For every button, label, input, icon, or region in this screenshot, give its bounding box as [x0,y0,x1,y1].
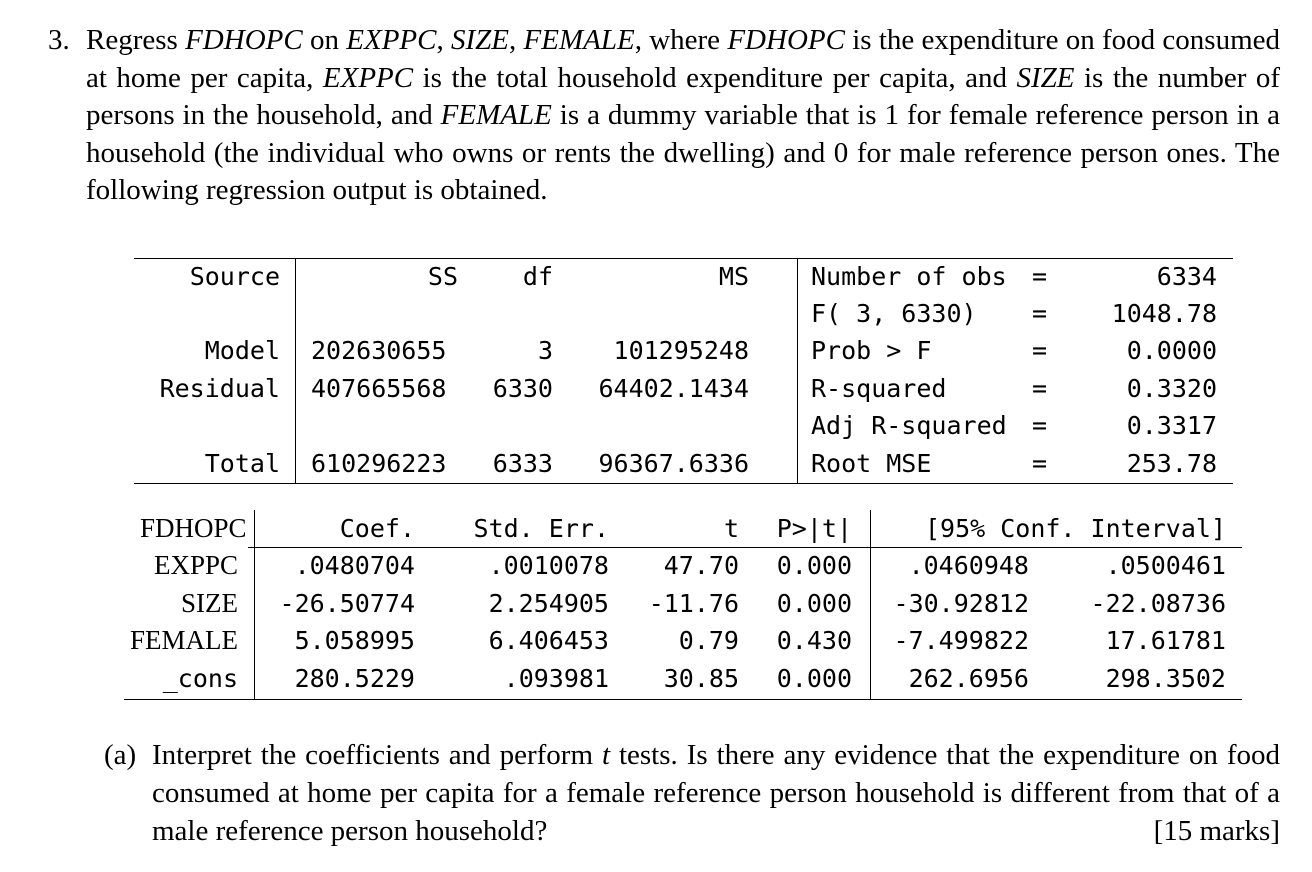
anova-bottom-rule [134,483,1233,484]
part-a-text [152,736,1280,850]
italic-term: EXPPC [346,24,437,56]
coef-row-coef: -26.50774 [279,589,415,618]
italic-term: FDHOPC [185,24,303,56]
coef-row-se: .093981 [503,664,609,693]
coef-row-t: 47.70 [663,551,739,580]
anova-row-ms: 96367.6336 [598,449,749,478]
anova-source-divider [295,258,296,484]
coef-bottom-rule [124,699,1242,700]
coef-row-ci-low: -7.499822 [893,626,1029,655]
coef-row-coef: .0480704 [294,551,415,580]
part-a-label: (a) [104,739,137,771]
anova-row-source: Total [204,449,280,478]
stat-label: Prob > F [811,336,932,365]
text-run: Interpret the coefficients and perform [152,739,602,771]
coef-row-coef: 280.5229 [294,664,415,693]
text-run: , [509,24,524,56]
coef-row-ci-low: 262.6956 [908,664,1029,693]
text-run: , where [634,24,728,56]
coefficients-table [124,510,1242,700]
italic-term: FEMALE [523,24,635,56]
anova-top-rule [134,258,1233,259]
anova-row-df: 3 [537,336,553,365]
stat-label: Adj R-squared [811,411,1007,440]
coef-row-se: 6.406453 [488,626,609,655]
coef-row-t: -11.76 [648,589,739,618]
italic-term: SIZE [451,24,509,56]
text-run: is a dummy variable that is 1 for female reference person in a household (the individual who owns or rents the dwelling) and 0 for male reference person ones. The following regression output is obtained. [86,99,1280,206]
italic-term: EXPPC [322,61,414,94]
coef-row-var: EXPPC [153,550,238,580]
anova-row-ss: 407665568 [311,374,447,403]
anova-row-ss: 202630655 [311,336,447,365]
question-text [86,22,1280,210]
coef-row-ci-low: -30.92812 [893,589,1029,618]
text-run: Regress [86,24,186,56]
coef-var-divider [254,510,255,700]
text-run: on [302,24,347,56]
stat-value: 6334 [1156,262,1217,291]
stat-label: Number of obs [811,262,1007,291]
question-number: 3. [48,24,70,56]
coef-row-var: SIZE [181,588,238,618]
coef-header-dependent: FDHOPC [140,513,247,543]
stat-value: 0.3317 [1126,411,1217,440]
stat-equals: = [1032,262,1048,291]
part-a-marks: [15 marks] [1153,815,1280,847]
text-run: is the expenditure on food consumed at home per capita, [86,24,1281,94]
text-run: , [436,24,451,56]
stat-label: Root MSE [811,449,932,478]
stat-label: F( 3, 6330) [811,299,977,328]
anova-row-source: Model [204,336,280,365]
coef-row-ci-low: .0460948 [908,551,1029,580]
anova-table [134,258,1233,484]
coef-row-p: 0.000 [776,551,852,580]
coef-row-p: 0.000 [776,589,852,618]
text-run: is the total household expenditure per capita, and [413,61,1017,94]
coef-row-se: 2.254905 [488,589,609,618]
part-a [104,736,1280,850]
coef-row-p: 0.430 [776,626,852,655]
anova-row-ms: 64402.1434 [598,374,749,403]
anova-row-ms: 101295248 [613,336,749,365]
coef-header-se: Std. Err. [473,514,609,543]
anova-row-df: 6330 [492,374,553,403]
stat-equals: = [1032,299,1048,328]
stat-value: 0.0000 [1126,336,1217,365]
stat-value: 0.3320 [1126,374,1217,403]
anova-header-source: Source [189,262,280,291]
stat-value: 1048.78 [1111,299,1217,328]
stat-value: 253.78 [1126,449,1217,478]
stat-equals: = [1032,374,1048,403]
coef-row-p: 0.000 [776,664,852,693]
stat-equals: = [1032,449,1048,478]
anova-header-df: df [522,262,553,291]
coef-header-t: t [723,514,739,543]
anova-row-ss: 610296223 [311,449,447,478]
coef-row-ci-high: -22.08736 [1090,589,1226,618]
anova-row-df: 6333 [492,449,553,478]
coef-row-ci-high: .0500461 [1105,551,1226,580]
coef-row-se: .0010078 [488,551,609,580]
coef-row-t: 0.79 [678,626,739,655]
anova-stats-divider [797,258,798,484]
italic-term: t [601,739,611,771]
coef-row-coef: 5.058995 [294,626,415,655]
italic-term: FDHOPC [727,24,845,56]
coef-row-ci-high: 17.61781 [1105,626,1226,655]
italic-term: FEMALE [440,99,552,131]
coef-row-var: FEMALE [130,625,238,655]
italic-term: SIZE [1016,61,1075,94]
coef-header-coef: Coef. [339,514,415,543]
coef-header-p: P>|t| [776,514,852,543]
coef-row-ci-high: 298.3502 [1105,664,1226,693]
text-run: is the number of persons in the household, and [86,61,1281,131]
coef-header-ci: [95% Conf. Interval] [924,514,1226,543]
text-run: tests. Is there any evidence that the expenditure on food consumed at home per capita for a female reference person household is different from that of a male reference person household? [152,739,1280,847]
stat-label: R-squared [811,374,947,403]
coef-row-t: 30.85 [663,664,739,693]
stat-equals: = [1032,336,1048,365]
anova-header-ms: MS [718,262,749,291]
stat-equals: = [1032,411,1048,440]
question-3 [48,22,1280,210]
coef-ci-divider [870,510,871,700]
anova-row-source: Residual [159,374,280,403]
anova-header-ss: SS [427,262,458,291]
coef-row-var: _cons [162,664,238,693]
